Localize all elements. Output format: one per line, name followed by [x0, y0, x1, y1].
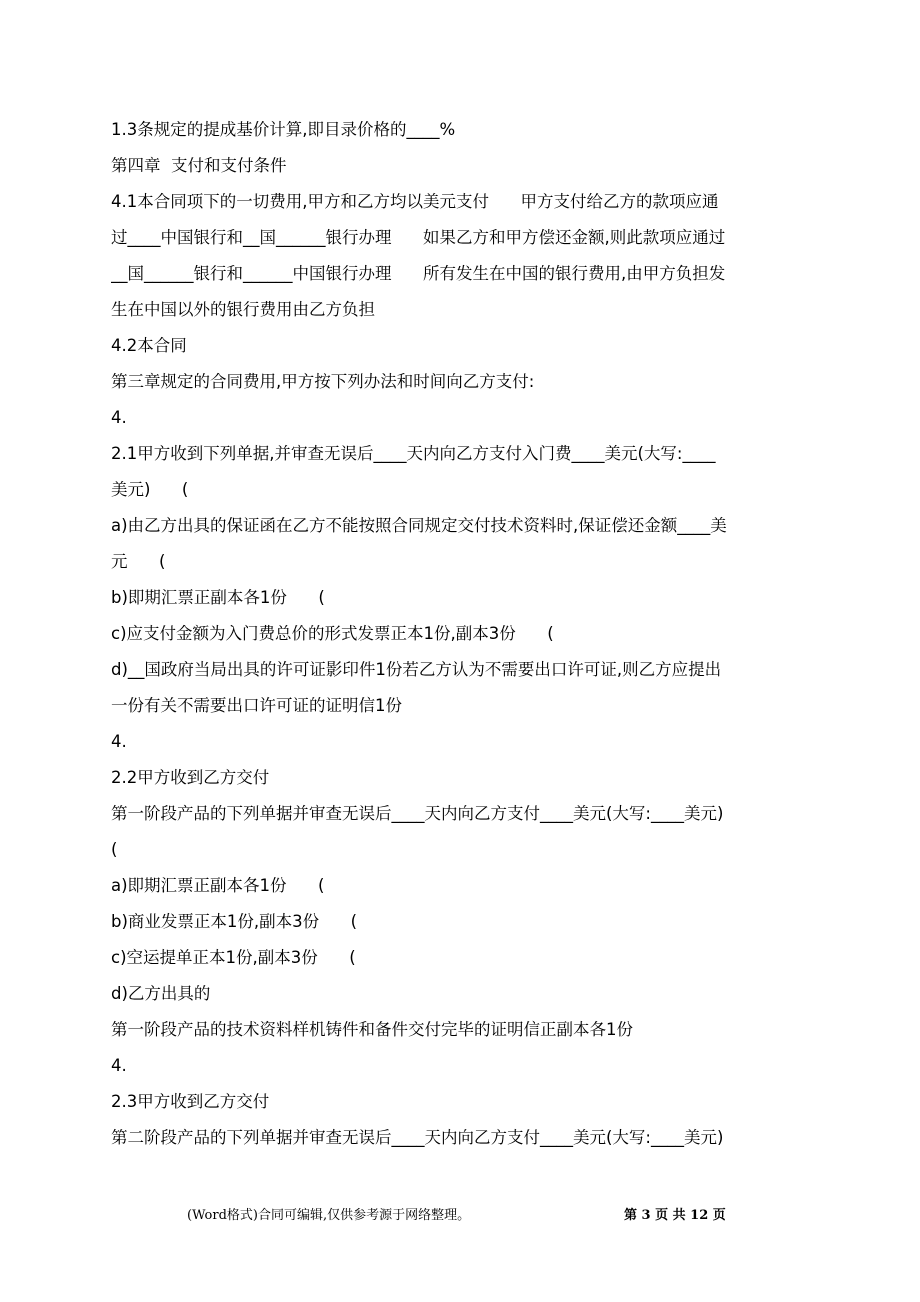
text-line: 元 (: [111, 552, 166, 571]
text-line: 生在中国以外的银行费用由乙方负担: [111, 300, 375, 319]
text-line: c)空运提单正本1份,副本3份 (: [111, 948, 356, 967]
text-line: 美元) (: [111, 480, 189, 499]
chapter-heading: 第四章 支付和支付条件: [111, 156, 287, 175]
text-line: 第二阶段产品的下列单据并审查无误后____天内向乙方支付____美元(大写:____美元): [111, 1128, 724, 1147]
text-line: 4.1本合同项下的一切费用,甲方和乙方均以美元支付 甲方支付给乙方的款项应通: [111, 192, 719, 211]
text-line: 1.3条规定的提成基价计算,即目录价格的____%: [111, 120, 456, 139]
text-line: 第一阶段产品的下列单据并审查无误后____天内向乙方支付____美元(大写:____美元): [111, 804, 724, 823]
text-line: 2.2甲方收到乙方交付: [111, 768, 270, 787]
text-line: 2.1甲方收到下列单据,并审查无误后____天内向乙方支付入门费____美元(大写:____: [111, 444, 716, 463]
text-line: d)__国政府当局出具的许可证影印件1份若乙方认为不需要出口许可证,则乙方应提出: [111, 660, 722, 679]
footer-note: (Word格式)合同可编辑,仅供参考源于网络整理。: [187, 1208, 471, 1223]
document-body: [111, 112, 811, 1156]
text-line: b)即期汇票正副本各1份 (: [111, 588, 325, 607]
text-line: (: [111, 840, 118, 859]
text-line: 4.: [111, 732, 127, 751]
text-line: __国______银行和______中国银行办理 所有发生在中国的银行费用,由甲方负担发: [111, 264, 726, 283]
text-line: 2.3甲方收到乙方交付: [111, 1092, 270, 1111]
text-line: 过____中国银行和__国______银行办理 如果乙方和甲方偿还金额,则此款项应通过: [111, 228, 726, 247]
text-line: 第一阶段产品的技术资料样机铸件和备件交付完毕的证明信正副本各1份: [111, 1020, 633, 1039]
text-line: 第三章规定的合同费用,甲方按下列办法和时间向乙方支付:: [111, 372, 535, 391]
text-line: c)应支付金额为入门费总价的形式发票正本1份,副本3份 (: [111, 624, 554, 643]
page-number: 第 3 页 共 12 页: [624, 1208, 726, 1223]
text-line: a)即期汇票正副本各1份 (: [111, 876, 325, 895]
text-line: b)商业发票正本1份,副本3份 (: [111, 912, 358, 931]
text-line: a)由乙方出具的保证函在乙方不能按照合同规定交付技术资料时,保证偿还金额____美: [111, 516, 727, 535]
text-line: 4.: [111, 408, 127, 427]
text-line: d)乙方出具的: [111, 984, 211, 1003]
text-line: 一份有关不需要出口许可证的证明信1份: [111, 696, 402, 715]
text-line: 4.: [111, 1056, 127, 1075]
text-line: 4.2本合同: [111, 336, 187, 355]
